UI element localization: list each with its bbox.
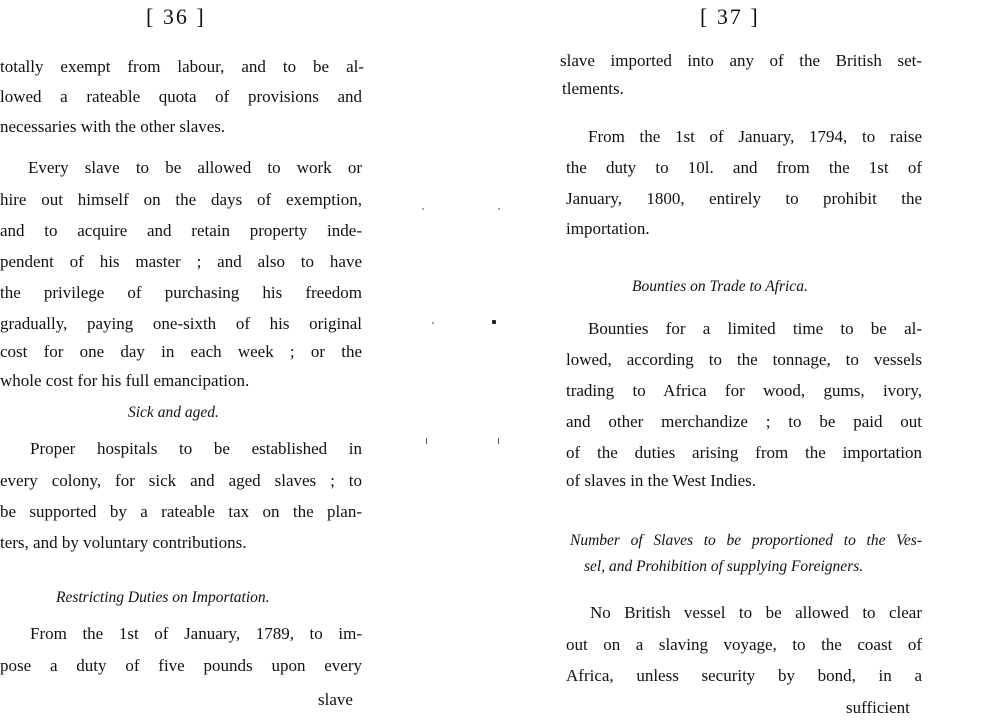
text-line: be supported by a rateable tax on the plan- [0, 502, 362, 521]
text-line: lowed a rateable quota of provisions and [0, 87, 362, 106]
text-line: the privilege of purchasing his freedom [0, 283, 362, 302]
text-line: From the 1st of January, 1794, to raise [588, 127, 922, 146]
text-line: whole cost for his full emancipation. [0, 371, 250, 390]
text-line: the duty to 10l. and from the 1st of [566, 158, 922, 177]
section-heading: Restricting Duties on Importation. [56, 589, 270, 606]
text-line: of the duties arising from the importation [566, 443, 922, 462]
text-line: cost for one day in each week ; or the [0, 342, 362, 361]
text-line: trading to Africa for wood, gums, ivory, [566, 381, 922, 400]
text-line: Proper hospitals to be established in [30, 439, 362, 458]
text-line: ters, and by voluntary contributions. [0, 533, 247, 552]
text-line: Every slave to be allowed to work or [28, 158, 362, 177]
text-line: out on a slaving voyage, to the coast of [566, 635, 922, 654]
text-line: January, 1800, entirely to prohibit the [566, 189, 922, 208]
gutter-speck [498, 438, 499, 444]
text-line: hire out himself on the days of exemption, [0, 190, 362, 209]
page-number: [ 37 ] [700, 4, 760, 29]
text-line: and other merchandize ; to be paid out [566, 412, 922, 431]
text-line: slave imported into any of the British set- [560, 51, 922, 70]
section-heading: sel, and Prohibition of supplying Foreigners. [584, 558, 864, 575]
right-page [550, 0, 1000, 722]
text-line: lowed, according to the tonnage, to vessels [566, 350, 922, 369]
text-line: Africa, unless security by bond, in a [566, 666, 922, 685]
gutter-speck [422, 208, 424, 210]
catchword: sufficient [846, 698, 910, 717]
text-line: Bounties for a limited time to be al- [588, 319, 922, 338]
text-line: From the 1st of January, 1789, to im- [30, 624, 362, 643]
text-line: pose a duty of five pounds upon every [0, 656, 362, 675]
text-line: every colony, for sick and aged slaves ; to [0, 471, 362, 490]
left-page [0, 0, 380, 722]
text-line: necessaries with the other slaves. [0, 117, 226, 136]
text-line: pendent of his master ; and also to have [0, 252, 362, 271]
gutter-speck [498, 208, 500, 210]
text-line: of slaves in the West Indies. [566, 471, 757, 490]
text-line: No British vessel to be allowed to clear [590, 603, 922, 622]
gutter-speck [492, 320, 496, 324]
section-heading: Bounties on Trade to Africa. [632, 278, 808, 295]
text-line: importation. [566, 219, 650, 238]
section-heading: Number of Slaves to be proportioned to the Ves- [570, 532, 922, 549]
page-number: [ 36 ] [146, 4, 206, 29]
text-line: tlements. [562, 79, 624, 98]
text-line: gradually, paying one-sixth of his original [0, 314, 362, 333]
text-line: totally exempt from labour, and to be al- [0, 57, 364, 76]
catchword: slave [318, 690, 353, 709]
gutter-speck [432, 322, 434, 324]
gutter-speck [426, 438, 427, 444]
section-heading: Sick and aged. [128, 404, 219, 421]
text-line: and to acquire and retain property inde- [0, 221, 362, 240]
